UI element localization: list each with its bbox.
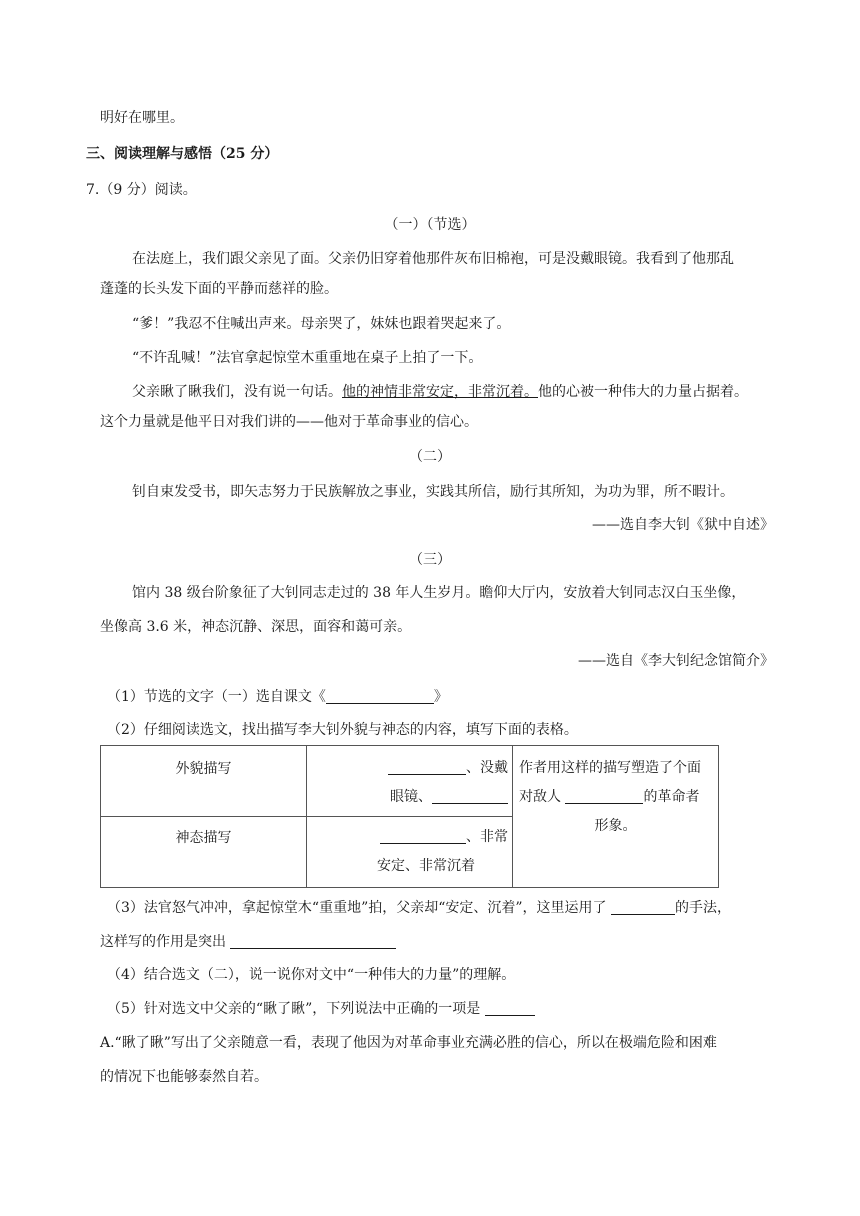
q1-close: 》	[433, 689, 448, 705]
right-line2	[513, 778, 718, 807]
answer-table	[100, 745, 719, 888]
expression-blank[interactable]	[380, 829, 466, 844]
revolutionary-blank[interactable]	[565, 789, 643, 804]
option-a-line2: 的情况下也能够泰然自若。	[100, 1069, 268, 1085]
p4-after: 他的心被一种伟大的力量占据着。	[538, 384, 748, 400]
question-3-line2	[100, 932, 396, 952]
part3-line2: 坐像高 3.6 米，神态沉静、深思，面容和蔼可亲。	[100, 619, 412, 635]
question-1	[107, 687, 448, 707]
right-cell	[513, 746, 719, 888]
underlined-sentence: 他的神情非常安定，非常沉着。	[342, 384, 538, 400]
question-4: （4）结合选文（二），说一说你对文中“一种伟大的力量”的理解。	[107, 967, 516, 983]
q1-answer-blank[interactable]	[326, 689, 434, 704]
part1-paragraph1-line1: 在法庭上，我们跟父亲见了面。父亲仍旧穿着他那件灰布旧棉袍，可是没戴眼镜。我看到了他那乱	[132, 251, 734, 267]
part1-paragraph3: “不许乱喊！”法官拿起惊堂木重重地在桌子上拍了一下。	[132, 350, 483, 366]
row2-text-a: 、非常	[466, 829, 508, 845]
row1-line1	[307, 746, 512, 778]
section-title: 三、阅读理解与感悟（25 分）	[86, 146, 279, 162]
q1-text: （1）节选的文字（一）选自课文《	[107, 689, 326, 705]
q3-after: 的手法，	[675, 900, 731, 916]
question-3-line1	[107, 898, 731, 918]
q5-text: （5）针对选文中父亲的“瞅了瞅”，下列说法中正确的一项是	[107, 1001, 481, 1017]
question-2: （2）仔细阅读选文，找出描写李大钊外貌与神态的内容，填写下面的表格。	[107, 722, 578, 738]
appearance-blank-1[interactable]	[388, 760, 466, 775]
row2-label: 神态描写	[101, 817, 307, 888]
part2-text: 钊自束发受书，即矢志努力于民族解放之事业，实践其所信，励行其所知，为功为罪，所不暇计。	[132, 484, 734, 500]
p4-before: 父亲瞅了瞅我们，没有说一句话。	[132, 384, 342, 400]
technique-blank[interactable]	[611, 900, 675, 915]
effect-blank[interactable]	[230, 934, 396, 949]
option-a-line1: A.“瞅了瞅”写出了父亲随意一看，表现了他因为对革命事业充满必胜的信心，所以在极端危险和困难	[100, 1035, 717, 1051]
right-line3: 形象。	[594, 818, 637, 834]
right-line2-b: 的革命者	[643, 789, 700, 805]
intro-line: 明好在哪里。	[100, 110, 184, 126]
row1-cell	[307, 746, 513, 817]
q3-text: （3）法官怒气冲冲，拿起惊堂木“重重地”拍，父亲却“安定、沉着”，这里运用了	[107, 900, 607, 916]
appearance-blank-2[interactable]	[432, 789, 508, 804]
row2-cell	[307, 817, 513, 888]
part3-heading: （三）	[409, 552, 451, 568]
q3-line2-text: 这样写的作用是突出	[100, 934, 226, 950]
row1-label: 外貌描写	[101, 746, 307, 817]
question-7-label: 7.（9 分）阅读。	[86, 182, 197, 198]
part2-heading: （二）	[409, 449, 451, 465]
choice-blank[interactable]	[485, 1001, 535, 1016]
row2-line2: 安定、非常沉着	[377, 858, 475, 874]
part1-paragraph4-line1	[132, 382, 748, 402]
part3-source: ——选自《李大钊纪念馆简介》	[578, 653, 774, 669]
row1-text-b: 眼镜、	[390, 789, 432, 805]
row2-line1	[307, 817, 512, 847]
question-5	[107, 999, 535, 1019]
part1-heading: （一）（节选）	[384, 217, 476, 233]
part1-paragraph1-line2: 蓬蓬的长头发下面的平静而慈祥的脸。	[100, 281, 338, 297]
part1-paragraph2: “爹！”我忍不住喊出声来。母亲哭了，妹妹也跟着哭起来了。	[132, 316, 511, 332]
part2-source: ——选自李大钊《狱中自述》	[592, 517, 774, 533]
part1-paragraph4-line2: 这个力量就是他平日对我们讲的——他对于革命事业的信心。	[100, 414, 478, 430]
part3-line1: 馆内 38 级台阶象征了大钊同志走过的 38 年人生岁月。瞻仰大厅内，安放着大钊同志汉白玉坐像，	[132, 585, 746, 601]
row1-line2	[307, 778, 512, 807]
right-line1: 作者用这样的描写塑造了个面	[519, 760, 701, 776]
row1-text-a: 、没戴	[466, 760, 508, 776]
right-line2-a: 对敌人	[519, 789, 561, 805]
